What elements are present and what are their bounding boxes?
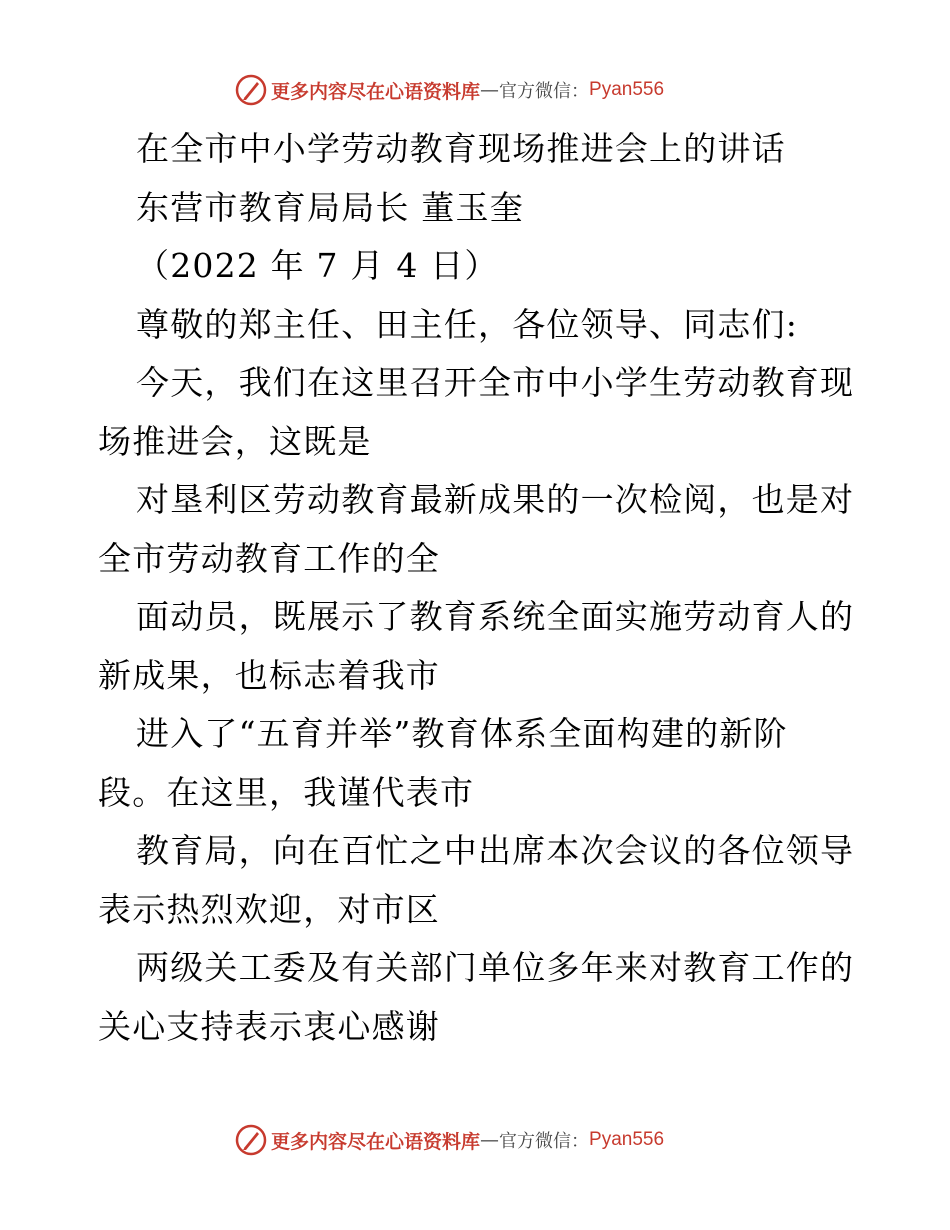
watermark-separator: — <box>480 1129 500 1151</box>
date-line: （2022 年 7 月 4 日） <box>136 246 499 285</box>
paragraph-line: 场推进会，这既是 <box>98 421 372 461</box>
watermark-wechat-id: Pyan556 <box>589 1129 665 1150</box>
document-body <box>98 120 858 1056</box>
paragraph-line: 对垦利区劳动教育最新成果的一次检阅，也是对 <box>136 480 855 519</box>
watermark-official-label: 官方微信： <box>499 81 590 102</box>
watermark-official-label: 官方微信： <box>499 1131 590 1152</box>
paragraph-line: 面动员，既展示了教育系统全面实施劳动育人的 <box>136 597 855 636</box>
paragraph-line: 进入了“五育并举”教育体系全面构建的新阶 <box>136 714 788 753</box>
header-watermark <box>235 72 715 108</box>
watermark-wechat-id: Pyan556 <box>589 79 665 100</box>
paragraph-line: 今天，我们在这里召开全市中小学生劳动教育现 <box>136 363 855 402</box>
paragraph-line: 教育局，向在百忙之中出席本次会议的各位领导 <box>136 831 855 870</box>
speaker-line: 东营市教育局局长 董玉奎 <box>136 187 524 227</box>
paragraph-line: 表示热烈欢迎，对市区 <box>98 889 440 929</box>
watermark-site-text: 更多内容尽在心语资料库 <box>271 1130 481 1153</box>
quill-logo-icon <box>235 74 267 106</box>
watermark-site-text: 更多内容尽在心语资料库 <box>271 80 481 103</box>
salutation-line: 尊敬的郑主任、田主任，各位领导、同志们: <box>136 304 799 344</box>
quill-logo-icon <box>235 1124 267 1156</box>
speech-title: 在全市中小学劳动教育现场推进会上的讲话 <box>136 129 786 168</box>
paragraph-line: 段。在这里，我谨代表市 <box>98 772 475 812</box>
paragraph-line: 全市劳动教育工作的全 <box>98 538 440 578</box>
paragraph-line: 两级关工委及有关部门单位多年来对教育工作的 <box>136 948 855 987</box>
watermark-separator: — <box>480 79 500 101</box>
paragraph-line: 关心支持表示衷心感谢 <box>98 1006 440 1046</box>
footer-watermark <box>235 1122 715 1158</box>
paragraph-line: 新成果，也标志着我市 <box>98 655 440 695</box>
